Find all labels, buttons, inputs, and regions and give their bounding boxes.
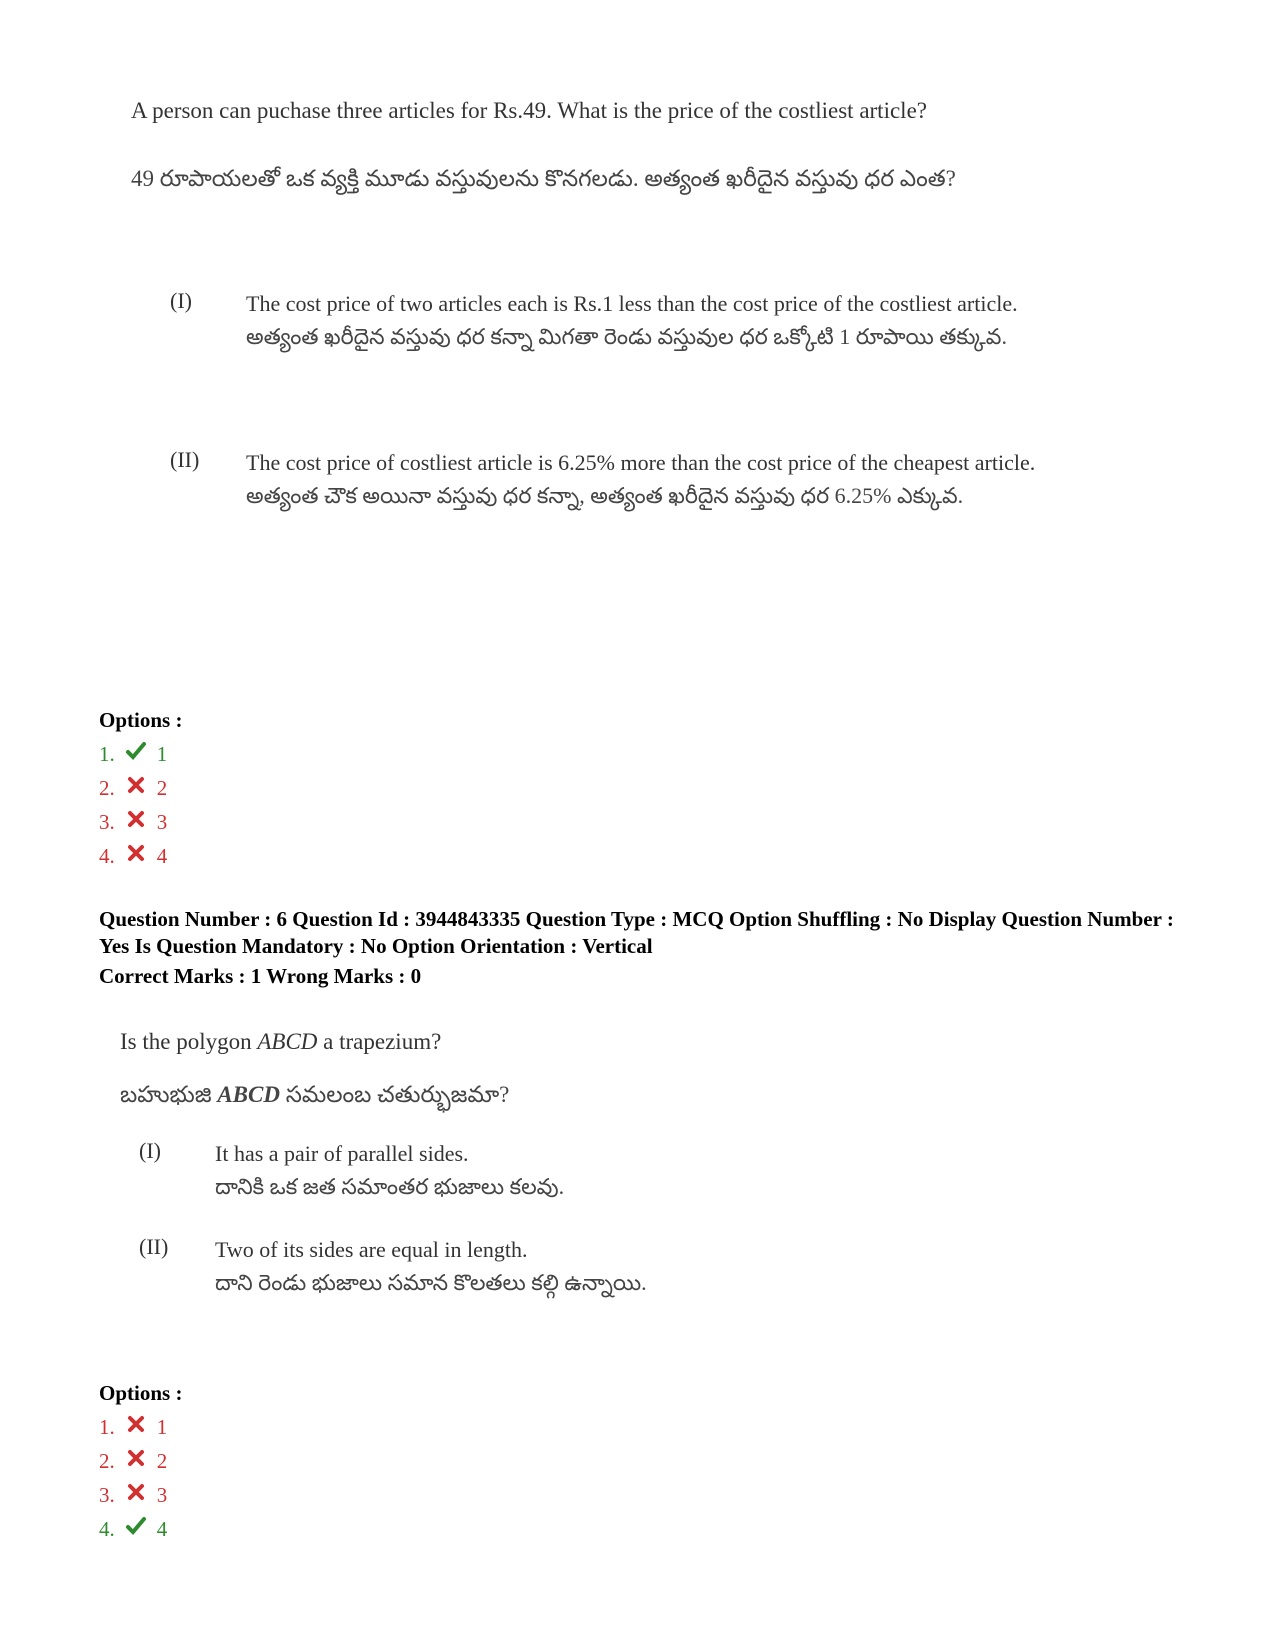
q6-options-label: Options : (99, 1381, 183, 1405)
cross-icon (125, 808, 147, 830)
cross-icon (125, 1447, 147, 1469)
q6-option-4 (99, 1517, 167, 1542)
q6-option-3 (99, 1483, 167, 1508)
statement-number: (I) (139, 1138, 161, 1163)
statement-te: దాని రెండు భుజాలు సమాన కొలతలు కల్గి ఉన్నాయి. (215, 1270, 647, 1295)
cross-icon (125, 842, 147, 864)
check-icon (125, 1515, 147, 1537)
q5-option-1 (99, 742, 167, 767)
question-text: బహుభుజి (120, 1082, 218, 1107)
q5-question-te: 49 రూపాయలతో ఒక వ్యక్తి మూడు వస్తువులను కొనగలడు. అత్యంత ఖరీదైన వస్తువు ధర ఎంత? (131, 166, 956, 191)
q6-option-1 (99, 1415, 167, 1440)
statement-en: The cost price of costliest article is 6.25% more than the cost price of the cheapest article. (246, 450, 1036, 475)
check-icon (125, 740, 147, 762)
statement-en: It has a pair of parallel sides. (215, 1141, 469, 1166)
cross-icon (125, 1413, 147, 1435)
q5-statement-2 (170, 447, 1040, 514)
q6-statement-2 (139, 1234, 899, 1301)
statement-number: (II) (139, 1234, 169, 1259)
option-number: 1. (99, 1415, 115, 1439)
q6-marks: Correct Marks : 1 Wrong Marks : 0 (99, 964, 422, 988)
option-value: 4 (156, 1517, 168, 1541)
option-number: 3. (99, 810, 115, 834)
q5-statement-1 (170, 288, 1030, 355)
option-value: 1 (156, 742, 168, 766)
statement-number: (II) (170, 447, 200, 472)
polygon-name: ABCD (217, 1082, 280, 1107)
statement-body (246, 447, 1035, 514)
q6-question-te (120, 1076, 509, 1113)
statement-en: The cost price of two articles each is Rs.1 less than the cost price of the costliest article. (246, 291, 1018, 316)
option-number: 4. (99, 844, 115, 868)
option-value: 2 (156, 1449, 168, 1473)
cross-icon (125, 774, 147, 796)
statement-number: (I) (170, 288, 192, 313)
statement-body (215, 1234, 647, 1301)
polygon-name: ABCD (257, 1029, 318, 1054)
option-value: 2 (156, 776, 168, 800)
option-number: 4. (99, 1517, 115, 1541)
q5-question-en: A person can puchase three articles for Rs.49. What is the price of the costliest article? (131, 98, 927, 123)
statement-body (215, 1138, 564, 1205)
option-value: 3 (156, 810, 168, 834)
option-value: 1 (156, 1415, 168, 1439)
statement-en: Two of its sides are equal in length. (215, 1237, 528, 1262)
q6-statement-1 (139, 1138, 899, 1205)
statement-te: దానికి ఒక జత సమాంతర భుజాలు కలవు. (215, 1174, 565, 1199)
question-text: సమలంబ చతుర్భుజమా? (279, 1082, 510, 1107)
statement-te: అత్యంత చౌక అయినా వస్తువు ధర కన్నా, అత్యంత ఖరీదైన వస్తువు ధర 6.25% ఎక్కువ. (246, 483, 964, 508)
option-value: 4 (156, 844, 168, 868)
q5-option-4 (99, 844, 167, 869)
q5-option-2 (99, 776, 167, 801)
statement-body (246, 288, 1018, 355)
question-text: a trapezium? (317, 1029, 442, 1054)
option-number: 2. (99, 1449, 115, 1473)
statement-te: అత్యంత ఖరీదైన వస్తువు ధర కన్నా మిగతా రెండు వస్తువుల ధర ఒక్కోటి 1 రూపాయి తక్కువ. (246, 324, 1007, 349)
option-number: 1. (99, 742, 115, 766)
question-text: Is the polygon (120, 1029, 258, 1054)
cross-icon (125, 1481, 147, 1503)
q6-option-2 (99, 1449, 167, 1474)
q6-metadata: Question Number : 6 Question Id : 3944843335 Question Type : MCQ Option Shuffling : No Display Question Number : Yes Is Question Mandatory : No Option Orientation : Vertical (99, 907, 1174, 958)
option-number: 3. (99, 1483, 115, 1507)
q5-option-3 (99, 810, 167, 835)
option-value: 3 (156, 1483, 168, 1507)
option-number: 2. (99, 776, 115, 800)
q5-options-label: Options : (99, 708, 183, 732)
q6-question-en (120, 1029, 441, 1055)
